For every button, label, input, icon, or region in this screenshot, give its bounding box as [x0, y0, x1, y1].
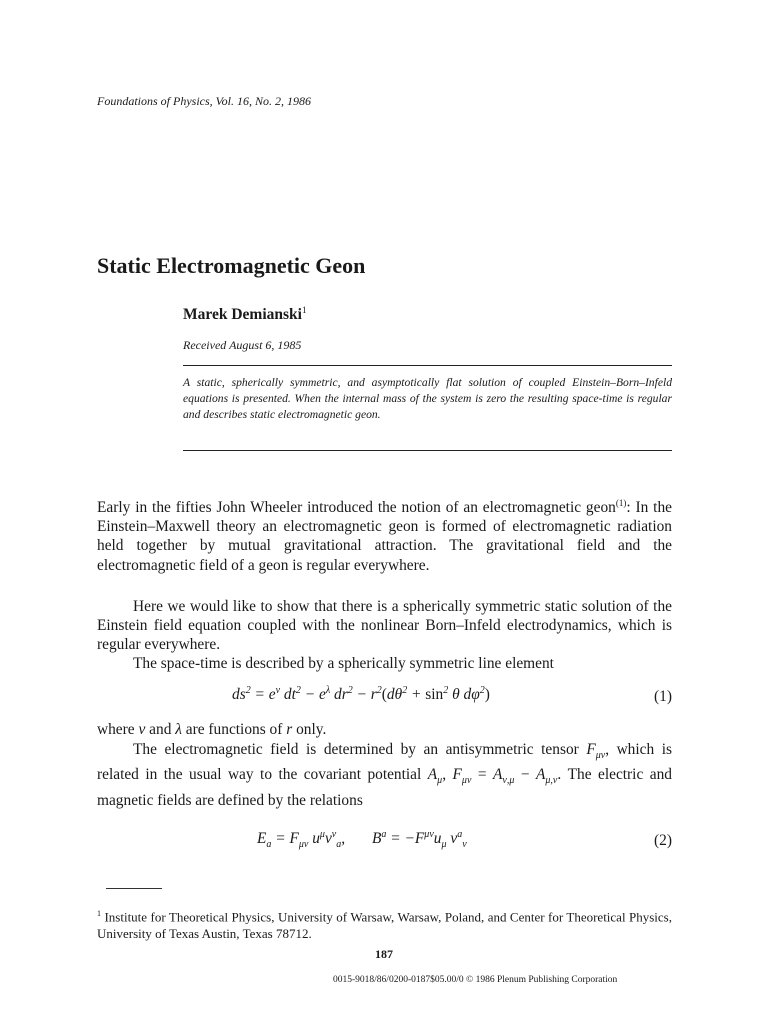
paragraph-text: Here we would like to show that there is a spherically symmetric static solution of the Einstein field equation coupled with the nonlinear Born–Infeld electrodynamics, which is regular everywhere. — [97, 598, 672, 654]
footnote — [97, 905, 672, 942]
affiliation-mark: 1 — [301, 305, 307, 315]
copyright-line: 0015-9018/86/0200-0187$05.00/0 © 1986 Plenum Publishing Corporation — [333, 975, 618, 985]
equation-1-number: (1) — [654, 688, 672, 705]
paragraph-text: The space-time is described by a spherically symmetric line element — [133, 655, 554, 672]
footnote-mark: 1 — [97, 909, 101, 918]
abstract-bottom-rule — [183, 450, 672, 451]
author-name: Marek Demianski — [183, 306, 302, 324]
citation-ref: (1) — [615, 497, 627, 508]
received-date: Received August 6, 1985 — [183, 338, 302, 352]
paragraph-text: : In the Einstein–Maxwell theory an electromagnetic geon is formed of electromagnetic radiation held together by mutual gravitational attraction. The gravitational field and the electromagnetic field of a geon is regular everywhere. — [97, 499, 672, 574]
equation-1: $ds^2 = e^\nu$ $dt^2 - e^\lambda$ $dr^2 - r^2(d\theta^2 + \sin^2 \theta$ $d\varphi^2$) — [232, 684, 490, 703]
abstract-top-rule — [183, 365, 672, 366]
paragraph-text: Early in the fifties John Wheeler introduced the notion of an electromagnetic geon — [97, 499, 616, 516]
equation-2: $E_a = F_{\mu\nu}$ $u^\mu v^\nu_a$, $B^a = -F^{\mu\nu}u_\mu$ $v^a_\nu$ — [257, 828, 467, 851]
paper-title: Static Electromagnetic Geon — [97, 253, 366, 278]
footnote-text: Institute for Theoretical Physics, University of Warsaw, Warsaw, Poland, and Center for Theoretical Physics, University of Texas Austin, Texas 78712. — [97, 909, 672, 942]
paragraph-functions: where ν and λ are functions of r only. — [97, 721, 327, 738]
page-number: 187 — [375, 947, 393, 961]
footnote-rule — [106, 888, 162, 889]
paragraph-aim — [97, 597, 672, 655]
paragraph-field: The electromagnetic field is determined by an antisymmetric tensor $F_{\mu\nu}$, which is related in the usual way to the covariant potential $A_\mu$, $F_{\mu\nu} = A_{\nu,\mu} - A_{\mu,\nu}$. The electric and magnetic fields are defined by the relations — [97, 741, 672, 809]
journal-header: Foundations of Physics, Vol. 16, No. 2, 1986 — [97, 94, 311, 108]
equation-2-number: (2) — [654, 832, 672, 849]
paragraph-line-element — [97, 654, 672, 673]
paragraph-intro — [97, 498, 672, 575]
author — [183, 305, 306, 324]
abstract: A static, spherically symmetric, and asymptotically flat solution of coupled Einstein–Born–Infeld equations is presented. When the internal mass of the system is zero the resulting space-time is regular and describes static electromagnetic geon. — [183, 376, 672, 421]
